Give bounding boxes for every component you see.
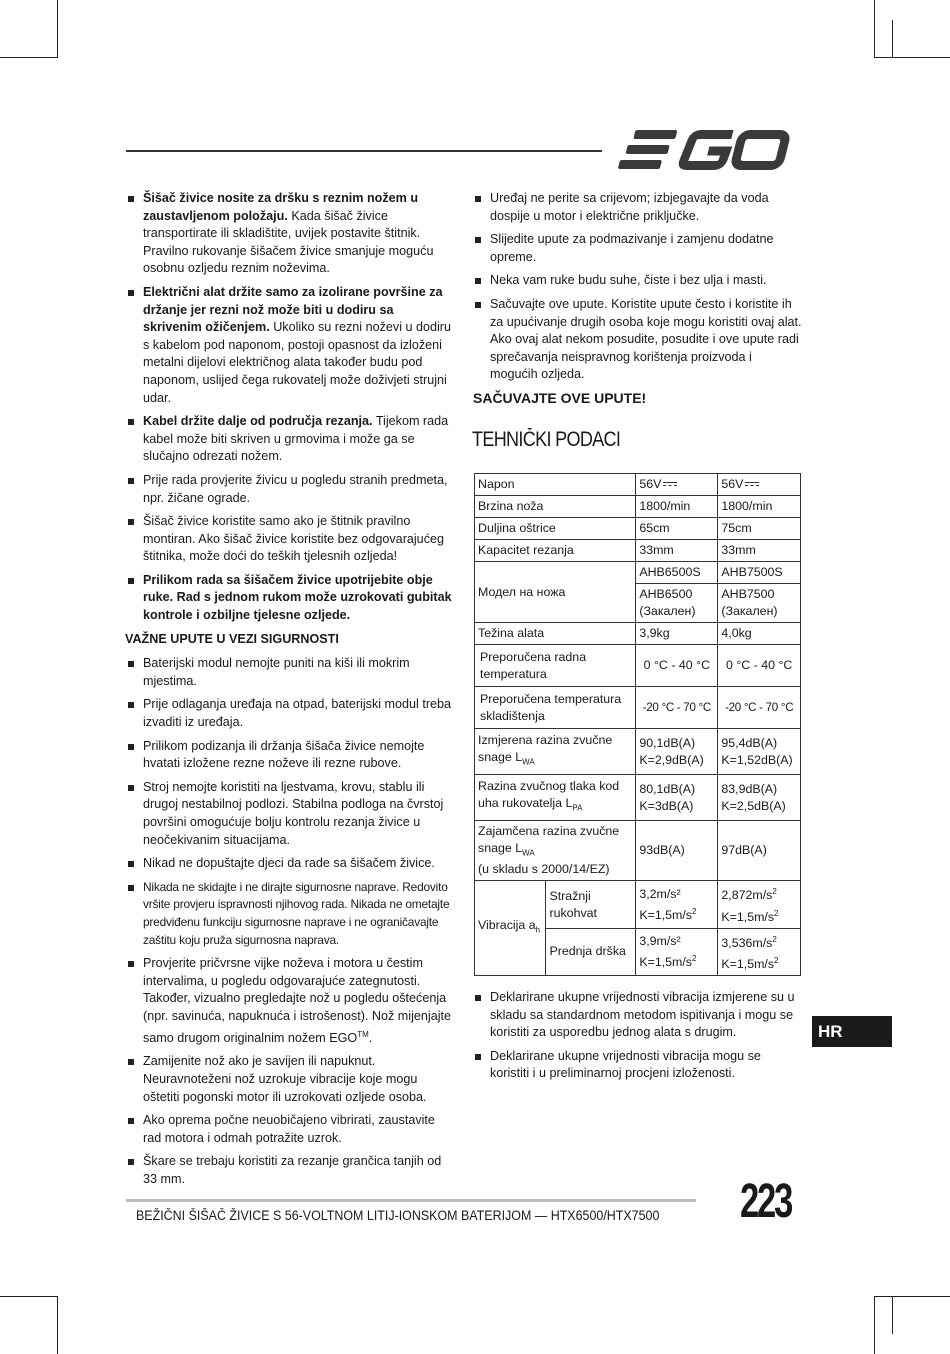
table-cell: Napon [475,474,636,496]
table-cell: Duljina oštrice [475,518,636,540]
table-cell: 65cm [636,518,718,540]
list-item: Deklarirane ukupne vrijednosti vibracija mogu se koristiti i u preliminarnoj procjeni izloženosti. [472,1048,802,1083]
list-item: Prilikom podizanja ili držanja šišača živice nemojte hvatati izložene rezne noževe ili rezne rubove. [125,738,455,773]
table-cell: -20 °C - 70 °C [636,687,718,729]
list-item: Nikada ne skidajte i ne dirajte sigurnosne naprave. Redovito vršite provjeru ispravnosti njihovog rada. Nikada ne ometajte predviđenu funkciju sigurnosne naprave i ne ograničavajte zaštitu koju pruža sigurnosna naprava. [125,879,455,949]
table-row [475,775,801,821]
list-item: Provjerite pričvrsne vijke noževa i motora u čestim intervalima, u pogledu odgovarajuće zategnutosti. Također, vizualno pregledajte nož u pogledu oštećenja (npr. savinuća, napuknuća i istrošenost). Nož mijenjajte samo drugom originalnim nožem EGO™. [125,955,455,1047]
crop-mark [0,57,58,58]
list-item: Prije odlaganja uređaja na otpad, baterijski modul treba izvaditi iz uređaja. [125,696,455,731]
table-cell: 1800/min [718,496,801,518]
table-cell: 80,1dB(A) K=3dB(A) [636,775,718,821]
table-cell: AHB6500 (Закален) [636,584,718,623]
safety-heading: VAŽNE UPUTE U VEZI SIGURNOSTI [125,631,339,646]
table-cell: 33mm [636,540,718,562]
ego-logo [616,128,800,172]
list-item: Kabel držite dalje od područja rezanja. Tijekom rada kabel može biti skriven u grmovima i može ga se slučajno odrezati nožem. [125,413,455,466]
table-row [475,562,801,584]
table-cell: Prednja drška [546,928,636,975]
table-cell: 97dB(A) [718,821,801,881]
table-row [475,645,801,687]
crop-mark [0,1296,58,1297]
table-cell: 56V [636,474,718,496]
list-item: Deklarirane ukupne vrijednosti vibracija izmjerene su u skladu sa standardnom metodom ispitivanja i mogu se koristiti za usporedbu jednog alata s drugim. [472,989,802,1042]
trademark-mark: TM [357,1029,369,1039]
dc-symbol-icon [745,481,759,488]
crop-mark [874,1296,875,1354]
table-cell: Zajamčena razina zvučne snage $L_{WA}$ (u skladu s 2000/14/EZ) [475,821,636,881]
crop-mark [57,1296,58,1354]
footer-text: BEŽIČNI ŠIŠAČ ŽIVICE S 56-VOLTNOM LITIJ-IONSKOM BATERIJOM — HTX6500/HTX7500 [136,1208,660,1223]
language-tab: HR [812,1016,892,1047]
table-cell: Težina alata [475,623,636,645]
table-cell: AHB7500S [718,562,801,584]
table-cell: 95,4dB(A) K=1,52dB(A) [718,729,801,775]
table-cell: Izmjerena razina zvučne snage $L_{WA}$ [475,729,636,775]
crop-mark [874,57,950,58]
table-cell: Razina zvučnog tlaka kod uha rukovatelja $L_{PA}$ [475,775,636,821]
table-cell: 0 °C - 40 °C [636,645,718,687]
header-rule [126,150,602,152]
list-item: Neka vam ruke budu suhe, čiste i bez ulja i masti. [472,272,802,290]
notes [472,989,802,1089]
table-cell: 83,9dB(A) K=2,5dB(A) [718,775,801,821]
table-cell: 1800/min [636,496,718,518]
table-cell: -20 °C - 70 °C [718,687,801,729]
table-cell: AHB7500 (Закален) [718,584,801,623]
dc-symbol-icon [663,481,677,488]
list-item: Šišač živice koristite samo ako je štitnik pravilno montiran. Ako šišač živice koristite bez odgovarajućeg štitnika, može doći do teških tjelesnih ozljeda! [125,513,455,566]
page-number: 223 [740,1175,792,1228]
table-cell: Kapacitet rezanja [475,540,636,562]
list-item: Sačuvajte ove upute. Koristite upute često i koristite ih za upućivanje drugih osoba koje mogu koristiti ovaj alat. Ako ovaj alat nekom posudite, posudite i ove upute radi sprečavanja neispravnog korištenja proizvoda i mogućih ozljeda. [472,296,802,384]
crop-mark [57,0,58,58]
list-item: Prije rada provjerite živicu u pogledu stranih predmeta, npr. žičane ograde. [125,472,455,507]
table-cell: Stražnji rukohvat [546,881,636,928]
list-item: Baterijski modul nemojte puniti na kiši ili mokrim mjestima. [125,655,455,690]
list-item: Slijedite upute za podmazivanje i zamjenu dodatne opreme. [472,231,802,266]
table-cell: 4,0kg [718,623,801,645]
table-row [475,623,801,645]
table-row [475,821,801,881]
table-cell: 75cm [718,518,801,540]
table-cell: 93dB(A) [636,821,718,881]
table-cell: AHB6500S [636,562,718,584]
list-item: Nikad ne dopuštajte djeci da rade sa šišačem živice. [125,855,455,873]
left-column [125,190,455,1194]
table-cell: 3,9kg [636,623,718,645]
table-cell: Preporučena temperatura skladištenja [475,687,636,729]
table-cell: 3,2m/s² $K=1,5m/s^2$ [636,881,718,928]
crop-mark [892,1296,893,1334]
list-item: Stroj nemojte koristiti na ljestvama, krovu, stablu ili drugoj nestabilnoj podlozi. Stabilna podloga na čvrstoj površini omogućuje bolju kontrolu rezanja živice u neočekivanim situacijama. [125,779,455,849]
table-row [475,496,801,518]
table-row [475,474,801,496]
crop-mark [892,20,893,58]
table-cell: 33mm [718,540,801,562]
table-cell: 56V [718,474,801,496]
save-heading: SAČUVAJTE OVE UPUTE! [473,390,647,406]
table-row [475,729,801,775]
list-item: Ako oprema počne neuobičajeno vibrirati, zaustavite rad motora i odmah potražite uzrok. [125,1112,455,1147]
table-cell: 0 °C - 40 °C [718,645,801,687]
list-item: Šišač živice nosite za dršku s reznim nožem u zaustavljenom položaju. Kada šišač živice transportirate ili skladištite, uvijek postavite štitnik. Pravilno rukovanje šišačem živice smanjuje moguću osobnu ozljedu reznim noževima. [125,190,455,278]
list-item: Zamijenite nož ako je savijen ili napuknut. Neuravnoteženi nož uzrokuje vibracije koje mogu oštetiti pogonski motor ili uzrokovati ozljede osoba. [125,1053,455,1106]
footer-rule [126,1199,696,1202]
table-cell: 90,1dB(A) K=2,9dB(A) [636,729,718,775]
table-row [475,687,801,729]
table-row [475,518,801,540]
table-cell: 3,9m/s² $K=1,5m/s^2$ [636,928,718,975]
list-item: Električni alat držite samo za izolirane površine za držanje jer rezni nož može biti u dodiru sa skrivenim ožičenjem. Ukoliko su rezni noževi u dodiru s kabelom pod naponom, postoji opasnost da izloženi metalni dijelovi električnog alata također budu pod naponom, uslijed čega rukovatelj može doživjeti strujni udar. [125,284,455,407]
table-cell: Vibracija $a_h$ [475,881,546,976]
spec-table [474,473,801,976]
right-column [472,190,802,390]
crop-mark [874,0,875,58]
tech-title: TEHNIČKI PODACI [472,428,621,451]
table-cell: $2,872m/s^2$ $K=1,5m/s^2$ [718,881,801,928]
table-cell: Preporučena radna temperatura [475,645,636,687]
table-cell: Brzina noža [475,496,636,518]
table-row [475,540,801,562]
list-item: Škare se trebaju koristiti za rezanje grančica tanjih od 33 mm. [125,1153,455,1188]
crop-mark [874,1296,950,1297]
list-item: Prilikom rada sa šišačem živice upotrijebite obje ruke. Rad s jednom rukom može uzrokovati gubitak kontrole i ozbiljne tjelesne ozljede. [125,572,455,625]
list-item: Uređaj ne perite sa crijevom; izbjegavajte da voda dospije u motor i električne priključke. [472,190,802,225]
table-cell: $3,536m/s^2$ $K=1,5m/s^2$ [718,928,801,975]
table-cell: Модел на ножа [475,562,636,623]
table-row [475,881,801,928]
